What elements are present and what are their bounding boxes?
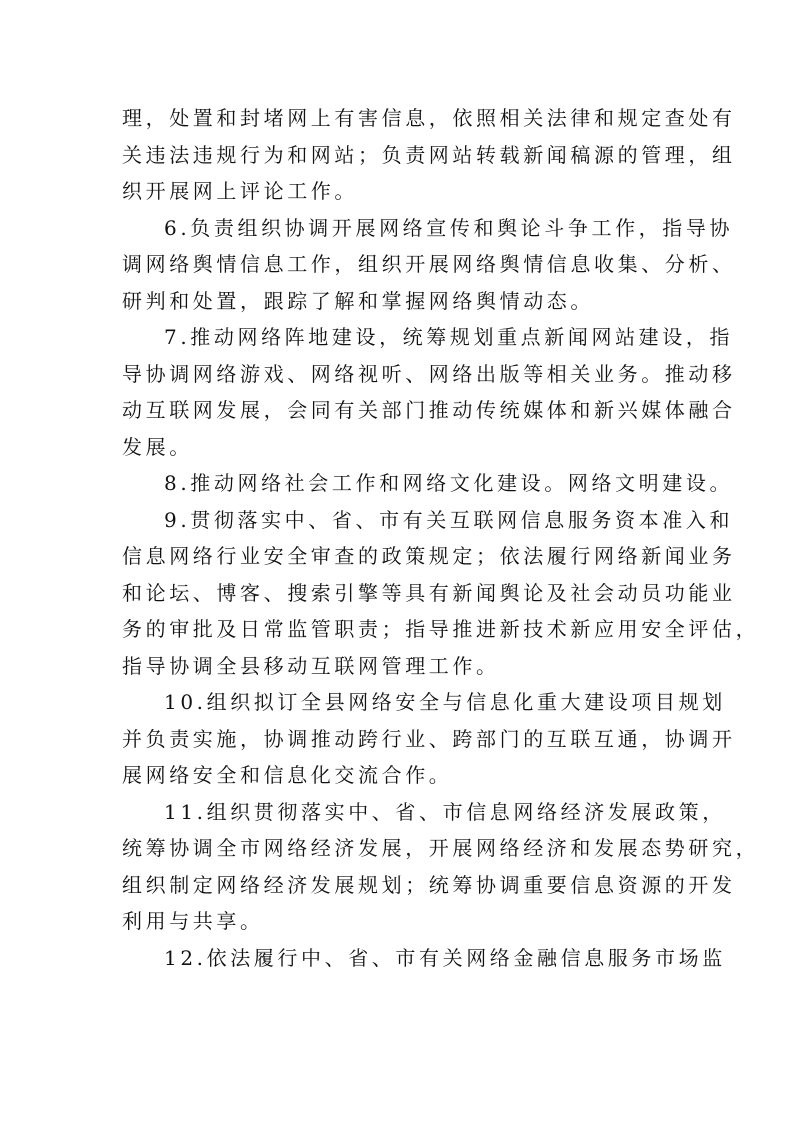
- text-line: 组织制定网络经济发展规划；统筹协调重要信息资源的开发: [122, 872, 736, 897]
- text-line: 务的审批及日常监管职责；指导推进新技术新应用安全评估，: [122, 617, 760, 641]
- paragraph-6: [122, 210, 736, 320]
- text-line-first: 9.贯彻落实中、省、市有关互联网信息服务资本准入和: [164, 507, 734, 532]
- paragraph-5-continued: [122, 100, 736, 210]
- text-line-first: 8.推动网络社会工作和网络文化建设。网络文明建设。: [164, 471, 734, 495]
- paragraph-12: [122, 940, 726, 977]
- text-line: 指导协调全县移动互联网管理工作。: [122, 653, 500, 678]
- paragraph-7: [122, 319, 736, 465]
- text-line: 展网络安全和信息化交流合作。: [122, 763, 453, 787]
- paragraph-8: [122, 465, 734, 502]
- text-line: 导协调网络游戏、网络视听、网络出版等相关业务。推动移: [122, 361, 736, 386]
- text-line: 利用与共享。: [122, 909, 264, 933]
- text-line-first: 10.组织拟订全县网络安全与信息化重大建设项目规划: [164, 690, 726, 714]
- text-line: 理，处置和封堵网上有害信息，依照相关法律和规定查处有: [122, 106, 736, 130]
- text-line-first: 12.依法履行中、省、市有关网络金融信息服务市场监: [164, 945, 726, 970]
- text-line: 关违法违规行为和网站；负责网站转载新闻稿源的管理，组: [122, 142, 736, 167]
- text-line: 发展。: [122, 434, 193, 459]
- text-line: 织开展网上评论工作。: [122, 179, 358, 203]
- text-line-first: 6.负责组织协调开展网络宣传和舆论斗争工作，指导协: [164, 215, 734, 240]
- text-line: 调网络舆情信息工作，组织开展网络舆情信息收集、分析、: [122, 252, 736, 276]
- paragraph-11: [122, 794, 760, 940]
- text-line: 和论坛、博客、搜索引擎等具有新闻舆论及社会动员功能业: [122, 580, 736, 605]
- paragraph-10: [122, 684, 736, 794]
- text-line: 统筹协调全市网络经济发展，开展网络经济和发展态势研究，: [122, 836, 760, 860]
- body-text: [122, 100, 760, 976]
- text-line: 信息网络行业安全审查的政策规定；依法履行网络新闻业务: [122, 544, 736, 568]
- text-line-first: 11.组织贯彻落实中、省、市信息网络经济发展政策，: [164, 799, 726, 824]
- text-line: 并负责实施，协调推动跨行业、跨部门的互联互通，协调开: [122, 726, 736, 751]
- text-line: 动互联网发展，会同有关部门推动传统媒体和新兴媒体融合: [122, 398, 736, 422]
- paragraph-9: [122, 502, 760, 685]
- text-line: 研判和处置，跟踪了解和掌握网络舆情动态。: [122, 288, 594, 313]
- text-line-first: 7.推动网络阵地建设，统筹规划重点新闻网站建设，指: [164, 325, 734, 349]
